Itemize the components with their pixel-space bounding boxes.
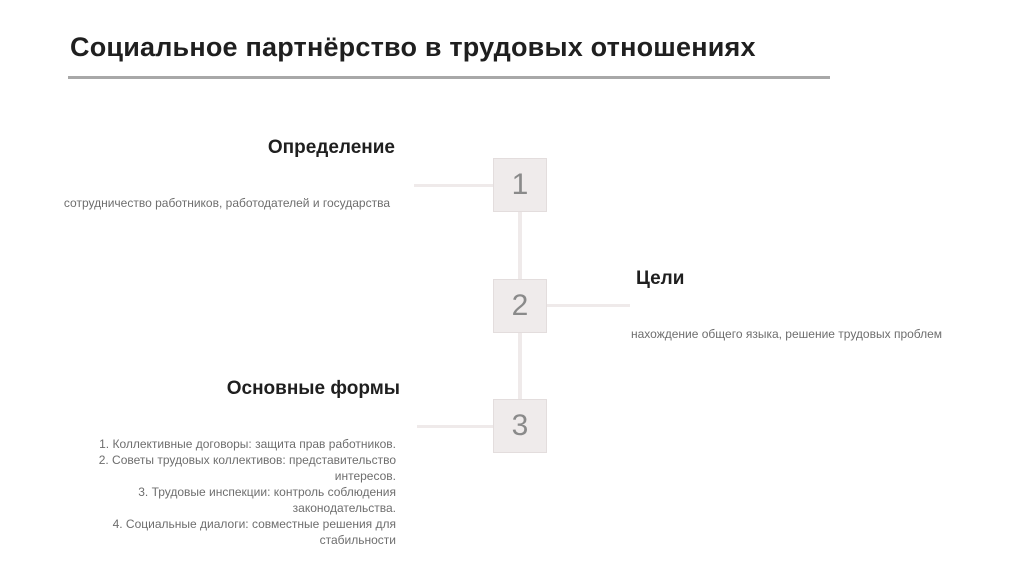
title-underline: [68, 76, 830, 79]
forms-list-item: 1. Коллективные договоры: защита прав работников.: [99, 437, 396, 451]
step-2-description: нахождение общего языка, решение трудовых проблем: [631, 327, 943, 341]
forms-list-item: 3. Трудовые инспекции: контроль соблюдения законодательства.: [138, 485, 396, 515]
timeline-connector-2-3: [518, 332, 522, 402]
step-2-connector: [546, 304, 630, 307]
step-2-heading: Цели: [636, 268, 685, 289]
page-title: Социальное партнёрство в трудовых отношениях: [70, 32, 756, 62]
step-1-description: сотрудничество работников, работодателей и государства: [63, 196, 390, 210]
timeline-connector-1-2: [518, 212, 522, 282]
step-1-number-box: 1: [493, 158, 547, 212]
step-3-number-box: 3: [493, 399, 547, 453]
step-1-connector: [414, 184, 495, 187]
forms-list-item: 4. Социальные диалоги: совместные решения для стабильности: [112, 517, 396, 547]
step-3-forms-list: [60, 436, 396, 548]
step-1-heading: Определение: [267, 137, 395, 158]
step-2-number-box: 2: [493, 279, 547, 333]
step-3-connector: [417, 425, 495, 428]
step-3-heading: Основные формы: [226, 378, 400, 399]
forms-list-item: 2. Советы трудовых коллективов: представительство интересов.: [98, 453, 396, 483]
